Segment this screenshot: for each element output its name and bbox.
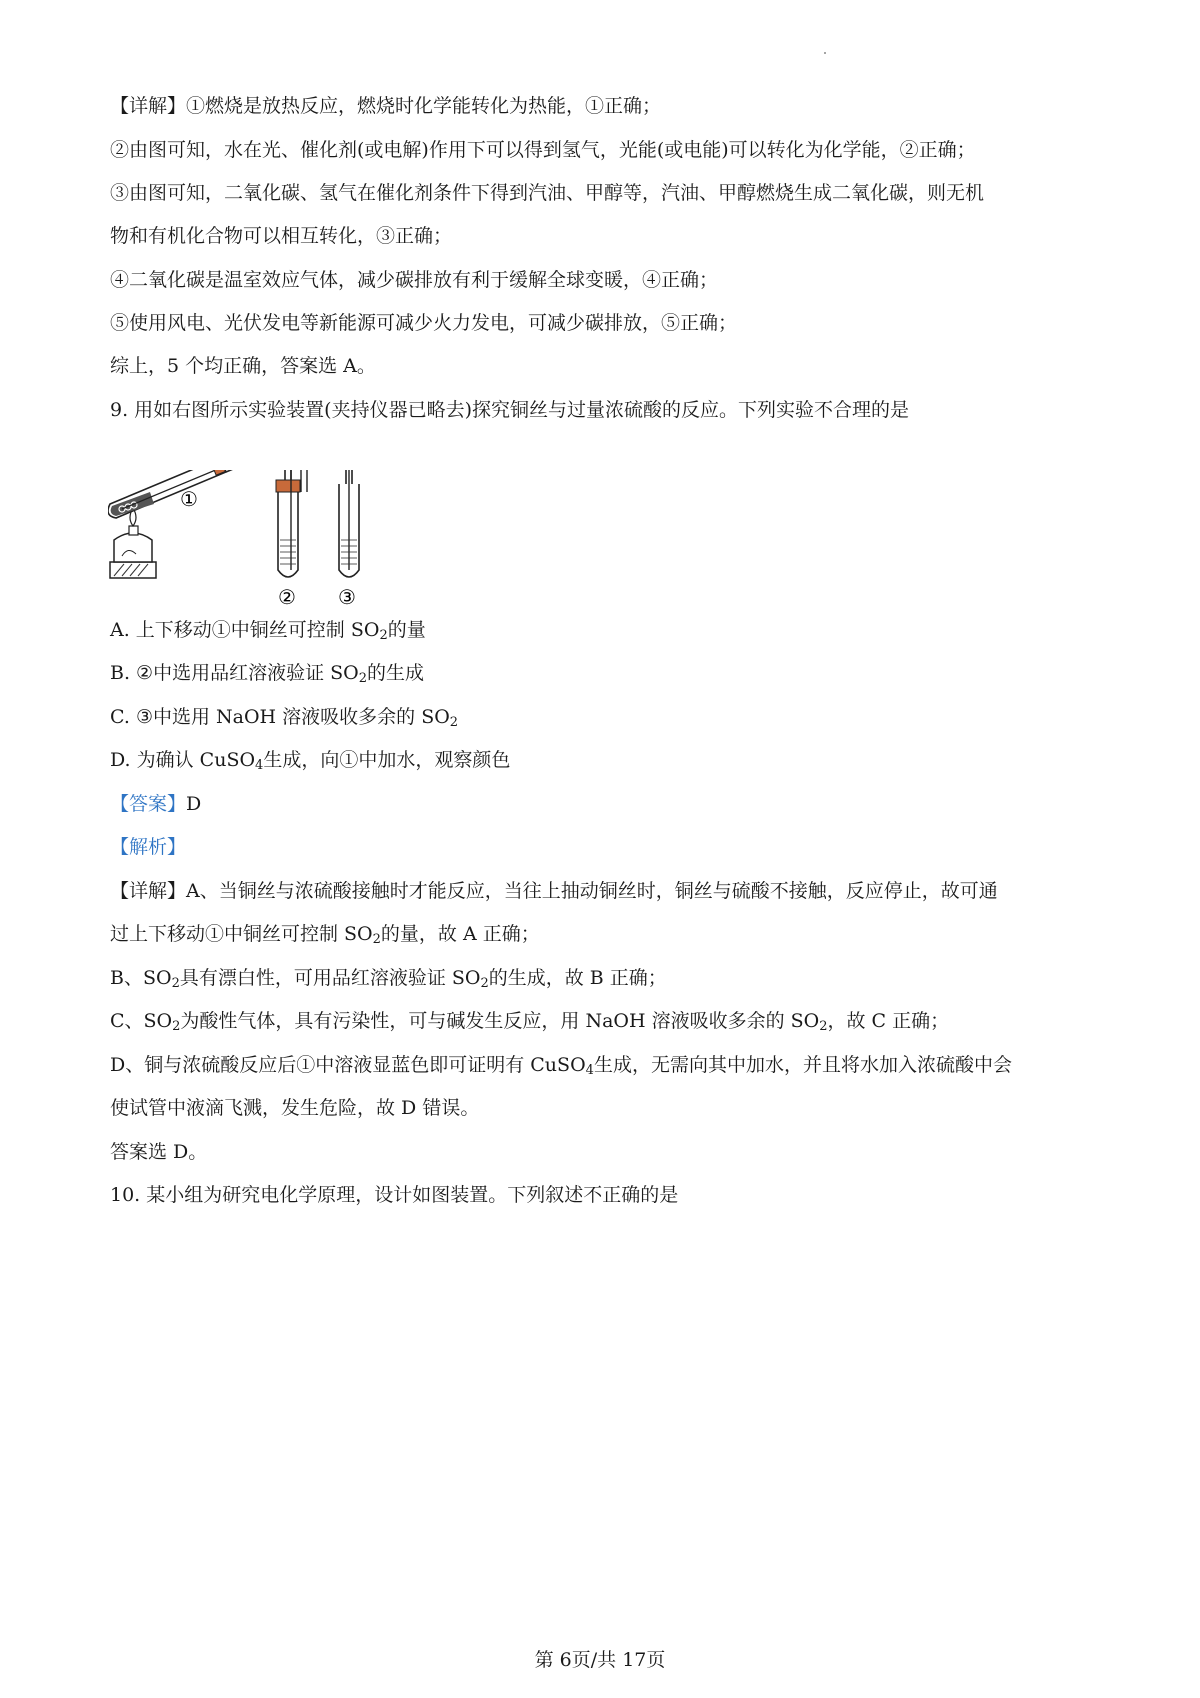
- q9-detail-3: B、$SO_2$具有漂白性，可用品红溶液验证 $SO_2$的生成，故 B 正确；: [110, 967, 667, 991]
- q9-detail-4: C、$SO_2$为酸性气体，具有污染性，可与碱发生反应，用 NaOH 溶液吸收多余的 $SO_2$，故 C 正确；: [110, 1010, 950, 1034]
- detail-line-1: [110, 94, 661, 118]
- detail-tag: 【详解】: [110, 95, 187, 117]
- q9-answer: [110, 792, 201, 816]
- lamp-wick-holder: [129, 526, 138, 535]
- stand-base: [110, 562, 156, 578]
- label-1: ①: [180, 487, 198, 511]
- page-footer: 第 6页/共 17页: [534, 1649, 666, 1671]
- detail-line-6: ⑤使用风电、光伏发电等新能源可减少火力发电，可减少碳排放，⑤正确；: [110, 312, 738, 334]
- q9-option-d: D. 为确认 CuSO$_4$生成，向①中加水，观察颜色: [110, 749, 511, 773]
- q9-option-a: A. 上下移动①中铜丝可控制 $SO_2$的量: [110, 619, 426, 643]
- answer-tag: 【答案】: [110, 793, 187, 815]
- test-tube-2: [278, 484, 298, 577]
- label-3: ③: [338, 585, 356, 609]
- answer-value: D: [186, 793, 202, 815]
- q9-detail-2: 过上下移动①中铜丝可控制 $SO_2$的量，故 A 正确；: [110, 923, 540, 947]
- detail-line-5: ④二氧化碳是温室效应气体，减少碳排放有利于缓解全球变暖，④正确；: [110, 269, 719, 291]
- detail-text: ①燃烧是放热反应，燃烧时化学能转化为热能，①正确；: [186, 95, 662, 117]
- detail-line-4: 物和有机化合物可以相互转化，③正确；: [110, 225, 453, 247]
- alcohol-lamp: [114, 533, 152, 562]
- detail-line-2: ②由图可知，水在光、催化剂(或电解)作用下可以得到氢气，光能(或电能)可以转化为化学能，②正确；: [110, 139, 976, 161]
- stopper-2: [276, 480, 300, 492]
- q9-detail-5: D、铜与浓硫酸反应后①中溶液显蓝色即可证明有 CuSO$_4$生成，无需向其中加水，并且将水加入浓硫酸中会: [110, 1054, 1012, 1078]
- q9-option-b: B. ②中选用品红溶液验证 $SO_2$的生成: [110, 662, 425, 686]
- speck: [824, 52, 826, 54]
- q9-analysis-tag: 【解析】: [110, 836, 187, 858]
- q9-stem: 9. 用如右图所示实验装置(夹持仪器已略去)探究铜丝与过量浓硫酸的反应。下列实验不合理的是: [110, 399, 909, 421]
- q10-stem: 10. 某小组为研究电化学原理，设计如图装置。下列叙述不正确的是: [110, 1184, 679, 1206]
- label-2: ②: [278, 585, 296, 609]
- detail-line-3: ③由图可知，二氧化碳、氢气在催化剂条件下得到汽油、甲醇等，汽油、甲醇燃烧生成二氧化碳，则无机: [110, 182, 985, 204]
- q9-detail-7: 答案选 D。: [110, 1141, 208, 1163]
- q9-detail-1: 【详解】A、当铜丝与浓硫酸接触时才能反应，当往上抽动铜丝时，铜丝与硫酸不接触，反应停止，故可通: [110, 880, 998, 902]
- q9-option-c: C. ③中选用 NaOH 溶液吸收多余的 $SO_2$: [110, 706, 459, 730]
- q9-detail-6: 使试管中液滴飞溅，发生危险，故 D 错误。: [110, 1097, 480, 1119]
- detail-line-7: 综上，5 个均正确，答案选 A。: [110, 355, 376, 377]
